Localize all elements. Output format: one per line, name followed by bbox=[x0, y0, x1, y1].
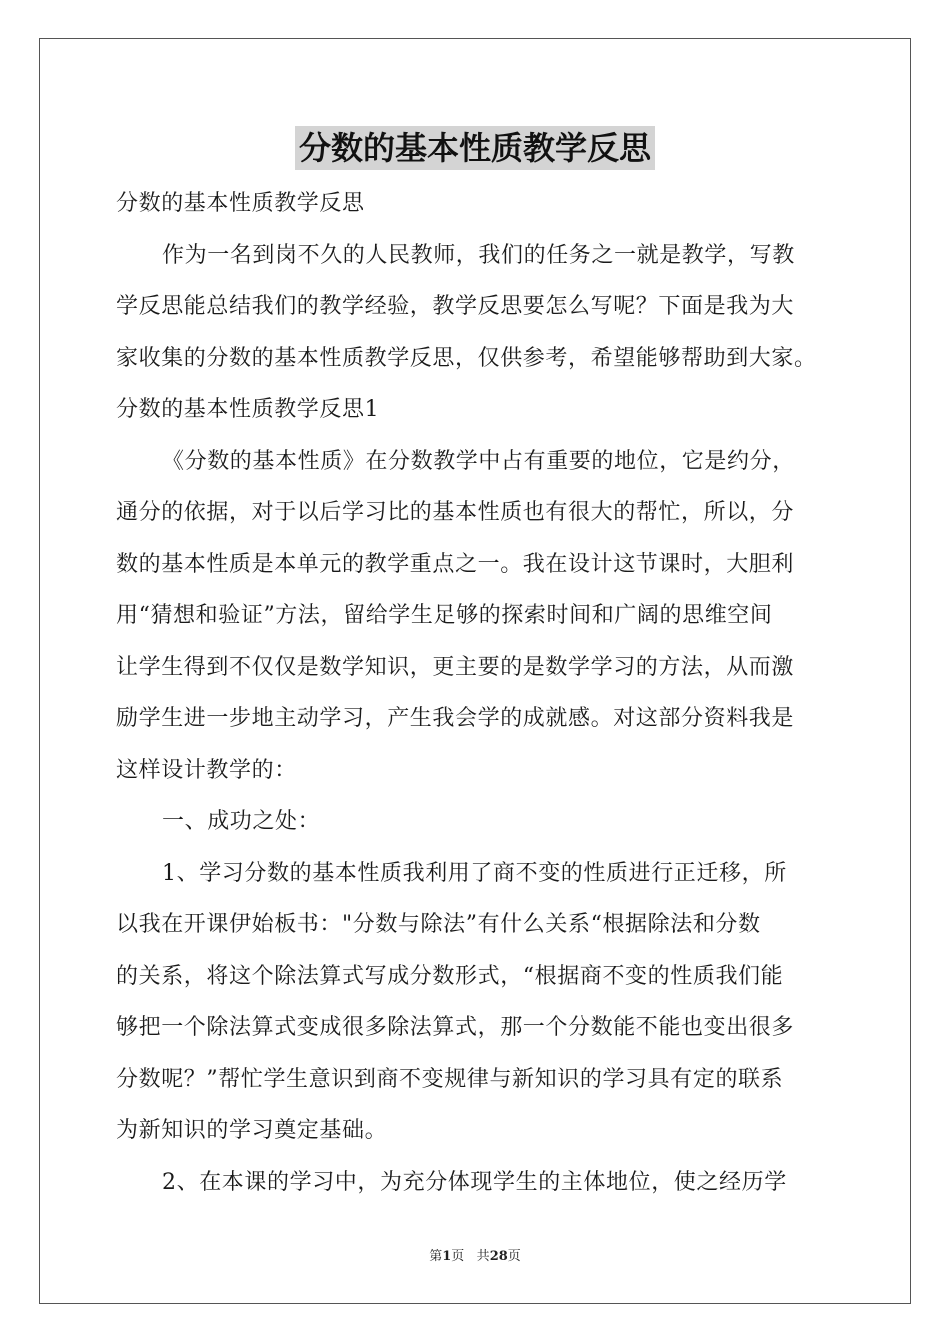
footer-total-prefix: 共 bbox=[476, 1249, 490, 1264]
document-body bbox=[116, 178, 836, 1208]
text-line: 以我在开课伊始板书："分数与除法”有什么关系“根据除法和分数 bbox=[116, 912, 761, 937]
text-line: 为新知识的学习奠定基础。 bbox=[116, 1118, 388, 1143]
text-line: 《分数的基本性质》在分数教学中占有重要的地位，它是约分， bbox=[162, 448, 795, 474]
text-line: 这样设计教学的： bbox=[116, 757, 297, 783]
text-line: 数的基本性质是本单元的教学重点之一。我在设计这节课时，大胆利 bbox=[116, 551, 795, 577]
text-line: 作为一名到岗不久的人民教师，我们的任务之一就是教学，写教 bbox=[162, 242, 795, 268]
text-line: 一、成功之处： bbox=[162, 809, 321, 834]
text-line: 分数呢？”帮忙学生意识到商不变规律与新知识的学习具有定的联系 bbox=[116, 1066, 784, 1092]
footer-total-suffix: 页 bbox=[507, 1249, 521, 1264]
footer-page-suffix: 页 bbox=[451, 1249, 465, 1264]
text-line: 家收集的分数的基本性质教学反思，仅供参考，希望能够帮助到大家。 bbox=[116, 345, 817, 371]
text-line: 通分的依据，对于以后学习比的基本性质也有很大的帮忙，所以，分 bbox=[116, 500, 795, 525]
title-container bbox=[0, 126, 950, 170]
text-line: 励学生进一步地主动学习，产生我会学的成就感。对这部分资料我是 bbox=[116, 706, 795, 731]
text-line: 学反思能总结我们的教学经验，教学反思要怎么写呢？下面是我为大 bbox=[116, 294, 795, 319]
footer-page-number: 1 bbox=[442, 1249, 452, 1264]
text-line: 的关系，将这个除法算式写成分数形式，“根据商不变的性质我们能 bbox=[116, 963, 784, 989]
text-line: 让学生得到不仅仅是数学知识，更主要的是数学学习的方法，从而激 bbox=[116, 654, 795, 680]
text-line: 分数的基本性质教学反思 bbox=[116, 191, 365, 216]
text-line: 1、学习分数的基本性质我利用了商不变的性质进行正迁移，所 bbox=[162, 860, 787, 886]
page-footer bbox=[0, 1245, 950, 1264]
text-line: 分数的基本性质教学反思1 bbox=[116, 397, 380, 422]
text-line: 2、在本课的学习中，为充分体现学生的主体地位，使之经历学 bbox=[162, 1169, 787, 1195]
document-title: 分数的基本性质教学反思 bbox=[295, 126, 655, 170]
text-line: 够把一个除法算式变成很多除法算式，那一个分数能不能也变出很多 bbox=[116, 1015, 795, 1040]
footer-total-pages: 28 bbox=[489, 1249, 508, 1264]
text-line: 用“猜想和验证”方法，留给学生足够的探索时间和广阔的思维空间 bbox=[116, 603, 773, 628]
footer-page-prefix: 第 bbox=[429, 1249, 443, 1264]
